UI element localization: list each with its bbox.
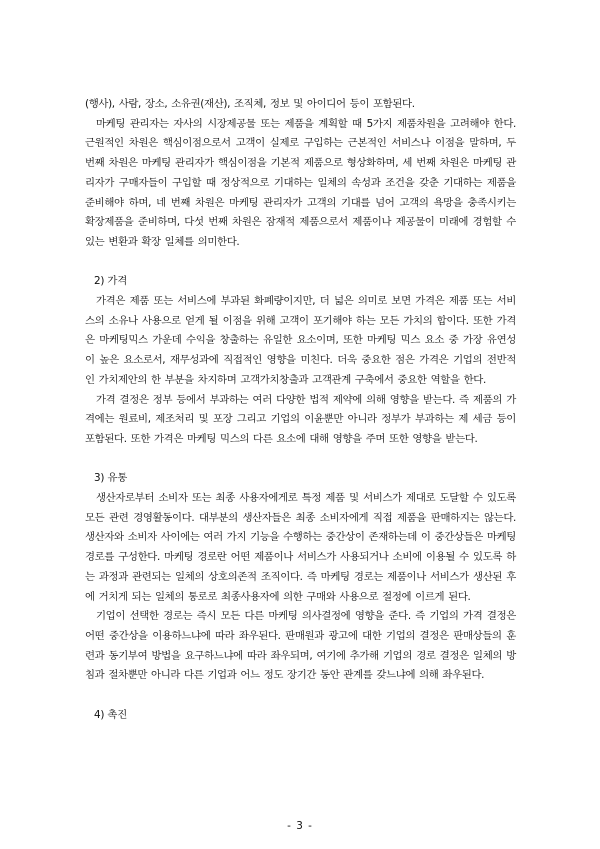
paragraph-distribution-channel-choice: 기업이 선택한 경로는 즉시 모든 다른 마케팅 의사결정에 영향을 준다. 즉 기업의 가격 결정은 어떤 중간상을 이용하느냐에 따라 좌우된다. 판매원과 광고에 대한 기업의 결정은 판매상들의 훈련과 동기부여 방법을 요구하느냐에 따라 좌우되며, 여기에 추가해 기업의 경로 결정은 일체의 방침과 절차뿐만 아니라 다른 기업과 어느 정도 장기간 동안 관계를 갖느냐에 의해 좌우된다. bbox=[85, 610, 516, 682]
paragraph-product-dimensions: 마케팅 관리자는 자사의 시장제공물 또는 제품을 계획할 때 5가지 제품차원을 고려해야 한다. 근원적인 차원은 핵심이점으로서 고객이 실제로 구입하는 근본적인 서비스나 이점을 말하며, 두 번째 차원은 마케팅 관리자가 핵심이점을 기본적 제품으로 형상화하며, 세 번째 차원은 마케팅 관리자가 구매자들이 구입할 때 정상적으로 기대하는 일체의 속성과 조건을 갖춘 기대하는 제품을 준비해야 하며, 네 번째 차원은 마케팅 관리자가 고객의 기대를 넘어 고객의 욕망을 충족시키는 확장제품을 준비하며, 다섯 번째 차원은 잠재적 제품으로서 제품이나 제공물이 미래에 경험할 수 있는 변환과 확장 일체를 의미한다. bbox=[85, 117, 516, 248]
section-heading-distribution: 3) 유통 bbox=[94, 472, 128, 485]
page-number: - 3 - bbox=[287, 820, 313, 832]
paragraph-price-decision: 가격 결정은 정부 등에서 부과하는 여러 다양한 법적 제약에 의해 영향을 받는다. 즉 제품의 가격에는 원료비, 제조처리 및 포장 그리고 기업의 이윤뿐만 아니라 정부가 부과하는 제 세금 등이 포함된다. 또한 가격은 마케팅 믹스의 다른 요소에 대해 영향을 주며 또한 영향을 받는다. bbox=[85, 393, 516, 445]
section-heading-promotion: 4) 촉진 bbox=[94, 708, 128, 721]
paragraph-price-definition: 가격은 제품 또는 서비스에 부과된 화폐량이지만, 더 넓은 의미로 보면 가격은 제품 또는 서비스의 소유나 사용으로 얻게 될 이점을 위해 고객이 포기해야 하는 모든 가치의 합이다. 또한 가격은 마케팅믹스 가운데 수익을 창출하는 유일한 요소이며, 또한 마케팅 믹스 요소 중 가장 유연성이 높은 요소로서, 재무성과에 직접적인 영향을 미친다. 더욱 중요한 점은 가격은 기업의 전반적인 가치제안의 한 부분을 차지하며 고객가치창출과 고객관계 구축에서 중요한 역할을 한다. bbox=[85, 295, 516, 386]
spacer bbox=[85, 450, 516, 470]
paragraph-distribution-definition: 생산자로부터 소비자 또는 최종 사용자에게로 특정 제품 및 서비스가 제대로 도달할 수 있도록 모든 관련 경영활동이다. 대부분의 생산자들은 최종 소비자에게 직접 제품을 판매하지는 않는다. 생산자와 소비자 사이에는 여러 가지 기능을 수행하는 중간상이 존재하는데 이 중간상들은 마케팅 경로를 구성한다. 마케팅 경로란 어떤 제품이나 서비스가 사용되거나 소비에 이용될 수 있도록 하는 과정과 관련되는 일체의 상호의존적 조직이다. 즉 마케팅 경로는 제품이나 서비스가 생산된 후에 거치게 되는 일체의 통로로 최종사용자에 의한 구매와 사용으로 절정에 이르게 된다. bbox=[85, 492, 516, 603]
section-heading-price: 2) 가격 bbox=[94, 275, 128, 288]
page-body bbox=[85, 95, 516, 725]
paragraph-product-continuation: (행사), 사람, 장소, 소유권(재산), 조직체, 정보 및 아이디어 등이 포함된다. bbox=[85, 98, 415, 110]
spacer bbox=[85, 253, 516, 273]
spacer bbox=[85, 686, 516, 706]
